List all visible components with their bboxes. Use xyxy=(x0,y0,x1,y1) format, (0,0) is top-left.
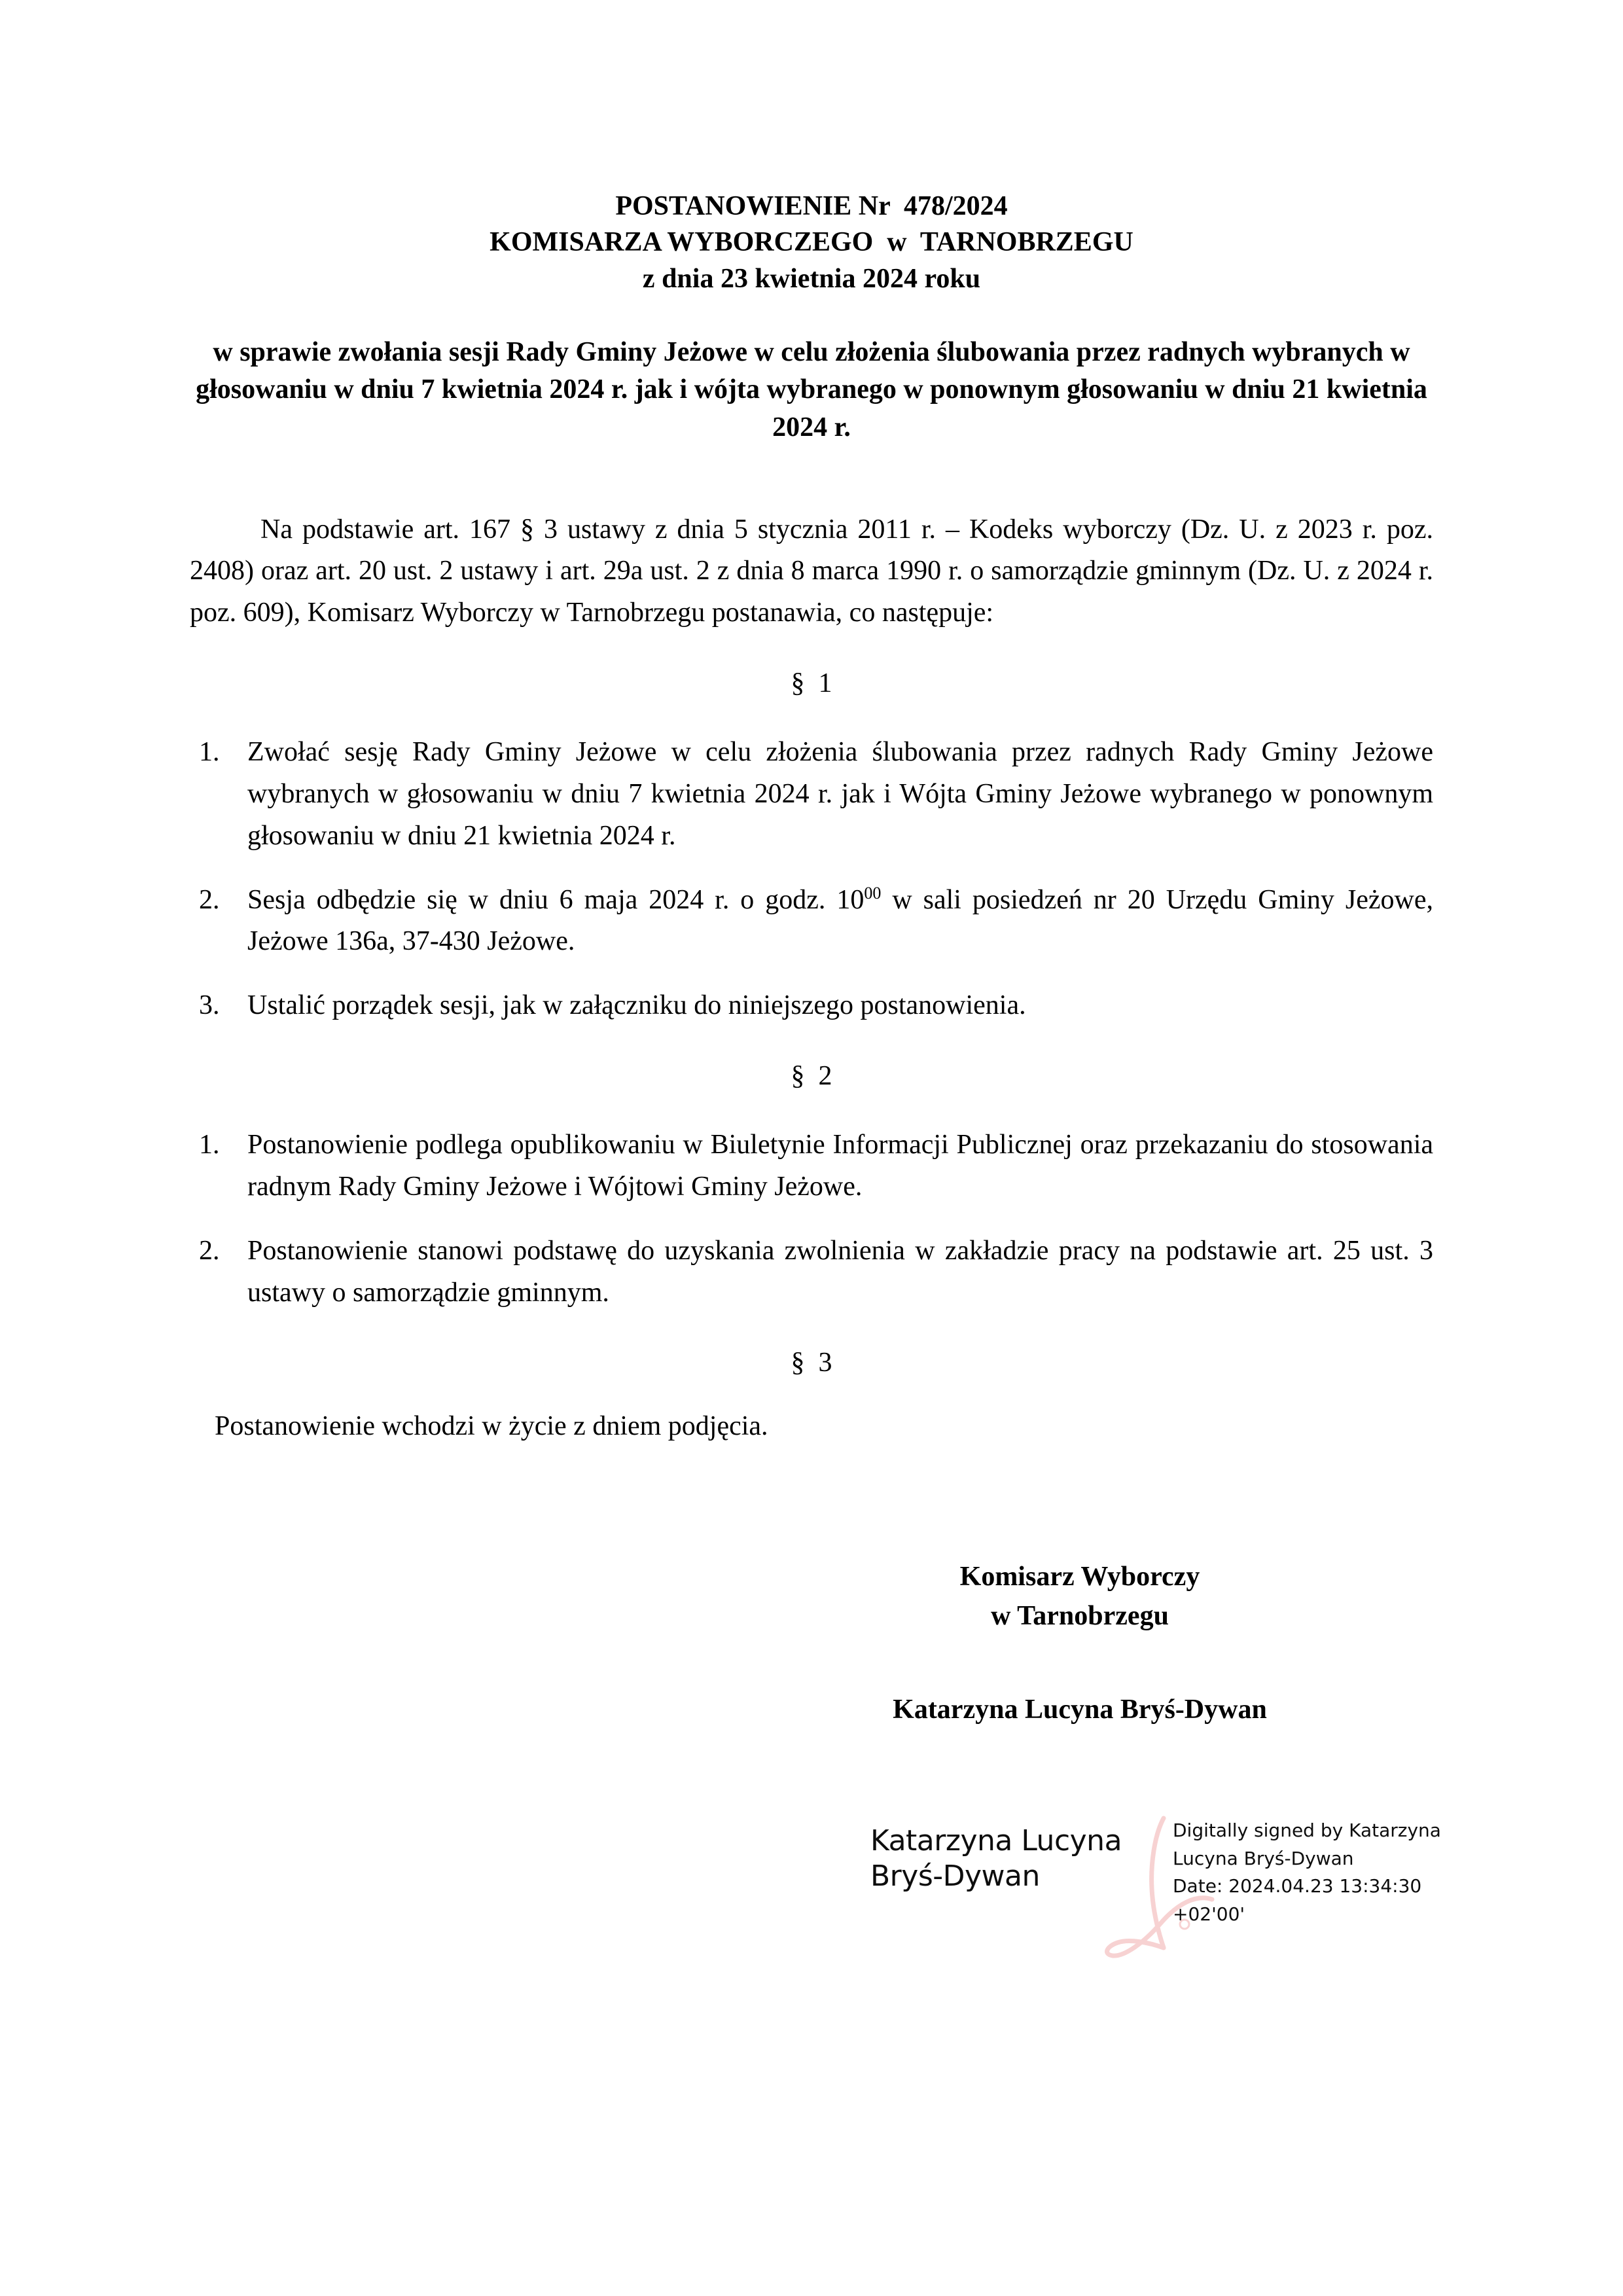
digital-signature-name-line-2: Bryś-Dywan xyxy=(870,1859,1040,1893)
list-item-text-after: w sali posiedzeń nr 20 Urzędu Gminy Jeżowe, Jeżowe 136a, 37-430 Jeżowe. xyxy=(247,884,1433,957)
section-mark-1: § 1 xyxy=(791,668,832,699)
list-item-number: 3. xyxy=(199,990,220,1021)
list-item-number: 2. xyxy=(199,1235,220,1266)
list-item xyxy=(190,1230,1433,1314)
list-item-text: Postanowienie podlega opublikowaniu w Biuletynie Informacji Publicznej oraz przekazaniu do stosowania radnym Rady Gminy Jeżowe i Wójtowi Gminy Jeżowe. xyxy=(247,1130,1433,1202)
list-item xyxy=(190,1124,1433,1208)
legal-basis-paragraph: Na podstawie art. 167 § 3 ustawy z dnia 5 stycznia 2011 r. – Kodeks wyborczy (Dz. U. z 2023 r. poz. 2408) oraz art. 20 ust. 2 ustawy i art. 29a ust. 2 z dnia 8 marca 1990 r. o samorządzie gminnym (Dz. U. z 2024 r. poz. 609), Komisarz Wyborczy w Tarnobrzegu postanawia, co następuje: xyxy=(190,514,1433,628)
digital-signature-name-line-1: Katarzyna Lucyna xyxy=(870,1824,1122,1857)
digital-signature-name xyxy=(870,1823,1158,1893)
list-item-text: Ustalić porządek sesji, jak w załączniku do niniejszego postanowienia. xyxy=(247,990,1026,1021)
section-mark-3: § 3 xyxy=(791,1348,832,1378)
title-line-1: POSTANOWIENIE Nr 478/2024 xyxy=(615,191,1008,221)
list-item-text: Zwołać sesję Rady Gminy Jeżowe w celu złożenia ślubowania przez radnych Rady Gminy Jeżowe wybranych w głosowaniu w dniu 7 kwietnia 2024 r. jak i Wójta Gminy Jeżowe wybranego w ponownym głosowaniu w dniu 21 kwietnia 2024 r. xyxy=(247,737,1433,851)
list-item-number: 2. xyxy=(199,884,220,915)
title-line-3: z dnia 23 kwietnia 2024 roku xyxy=(642,263,981,294)
signature-role-line-2: w Tarnobrzegu xyxy=(991,1600,1169,1631)
signature-role xyxy=(190,1558,1433,1636)
document-content xyxy=(190,0,1433,1728)
digital-signature-meta-line-2: Lucyna Bryś-Dywan xyxy=(1173,1847,1354,1869)
list-item-text-before: Sesja odbędzie się w dniu 6 maja 2024 r. o godz. 10 xyxy=(247,884,865,915)
section-3-paragraph: Postanowienie wchodzi w życie z dniem podjęcia. xyxy=(215,1411,768,1442)
digital-signature-meta-line-1: Digitally signed by Katarzyna xyxy=(1173,1820,1441,1841)
digital-signature-details xyxy=(1173,1817,1461,1928)
list-item-number: 1. xyxy=(199,737,220,768)
document-title xyxy=(190,188,1433,297)
list-item xyxy=(190,985,1433,1027)
digital-signature-stamp xyxy=(870,1817,1459,1954)
list-item xyxy=(190,880,1433,963)
list-item-text: Postanowienie stanowi podstawę do uzyskania zwolnienia w zakładzie pracy na podstawie art. 25 ust. 3 ustawy o samorządzie gminnym. xyxy=(247,1235,1433,1308)
digital-signature-meta-line-3: Date: 2024.04.23 13:34:30 xyxy=(1173,1875,1422,1897)
document-subject: w sprawie zwołania sesji Rady Gminy Jeżowe w celu złożenia ślubowania przez radnych wybranych w głosowaniu w dniu 7 kwietnia 2024 r. jak i wójta wybranego w ponownym głosowaniu w dniu 21 kwietnia 2024 r. xyxy=(196,337,1427,442)
section-2-clauses xyxy=(190,1124,1433,1314)
signature-role-line-1: Komisarz Wyborczy xyxy=(959,1562,1200,1592)
digital-signature-meta-line-4: +02'00' xyxy=(1173,1903,1245,1925)
section-mark-2: § 2 xyxy=(791,1061,832,1092)
hour-superscript: 00 xyxy=(864,883,882,903)
list-item-number: 1. xyxy=(199,1130,220,1160)
signature-name: Katarzyna Lucyna Bryś-Dywan xyxy=(893,1695,1267,1725)
title-line-2: KOMISARZA WYBORCZEGO w TARNOBRZEGU xyxy=(490,227,1133,258)
list-item xyxy=(190,732,1433,857)
section-1-clauses xyxy=(190,732,1433,1027)
